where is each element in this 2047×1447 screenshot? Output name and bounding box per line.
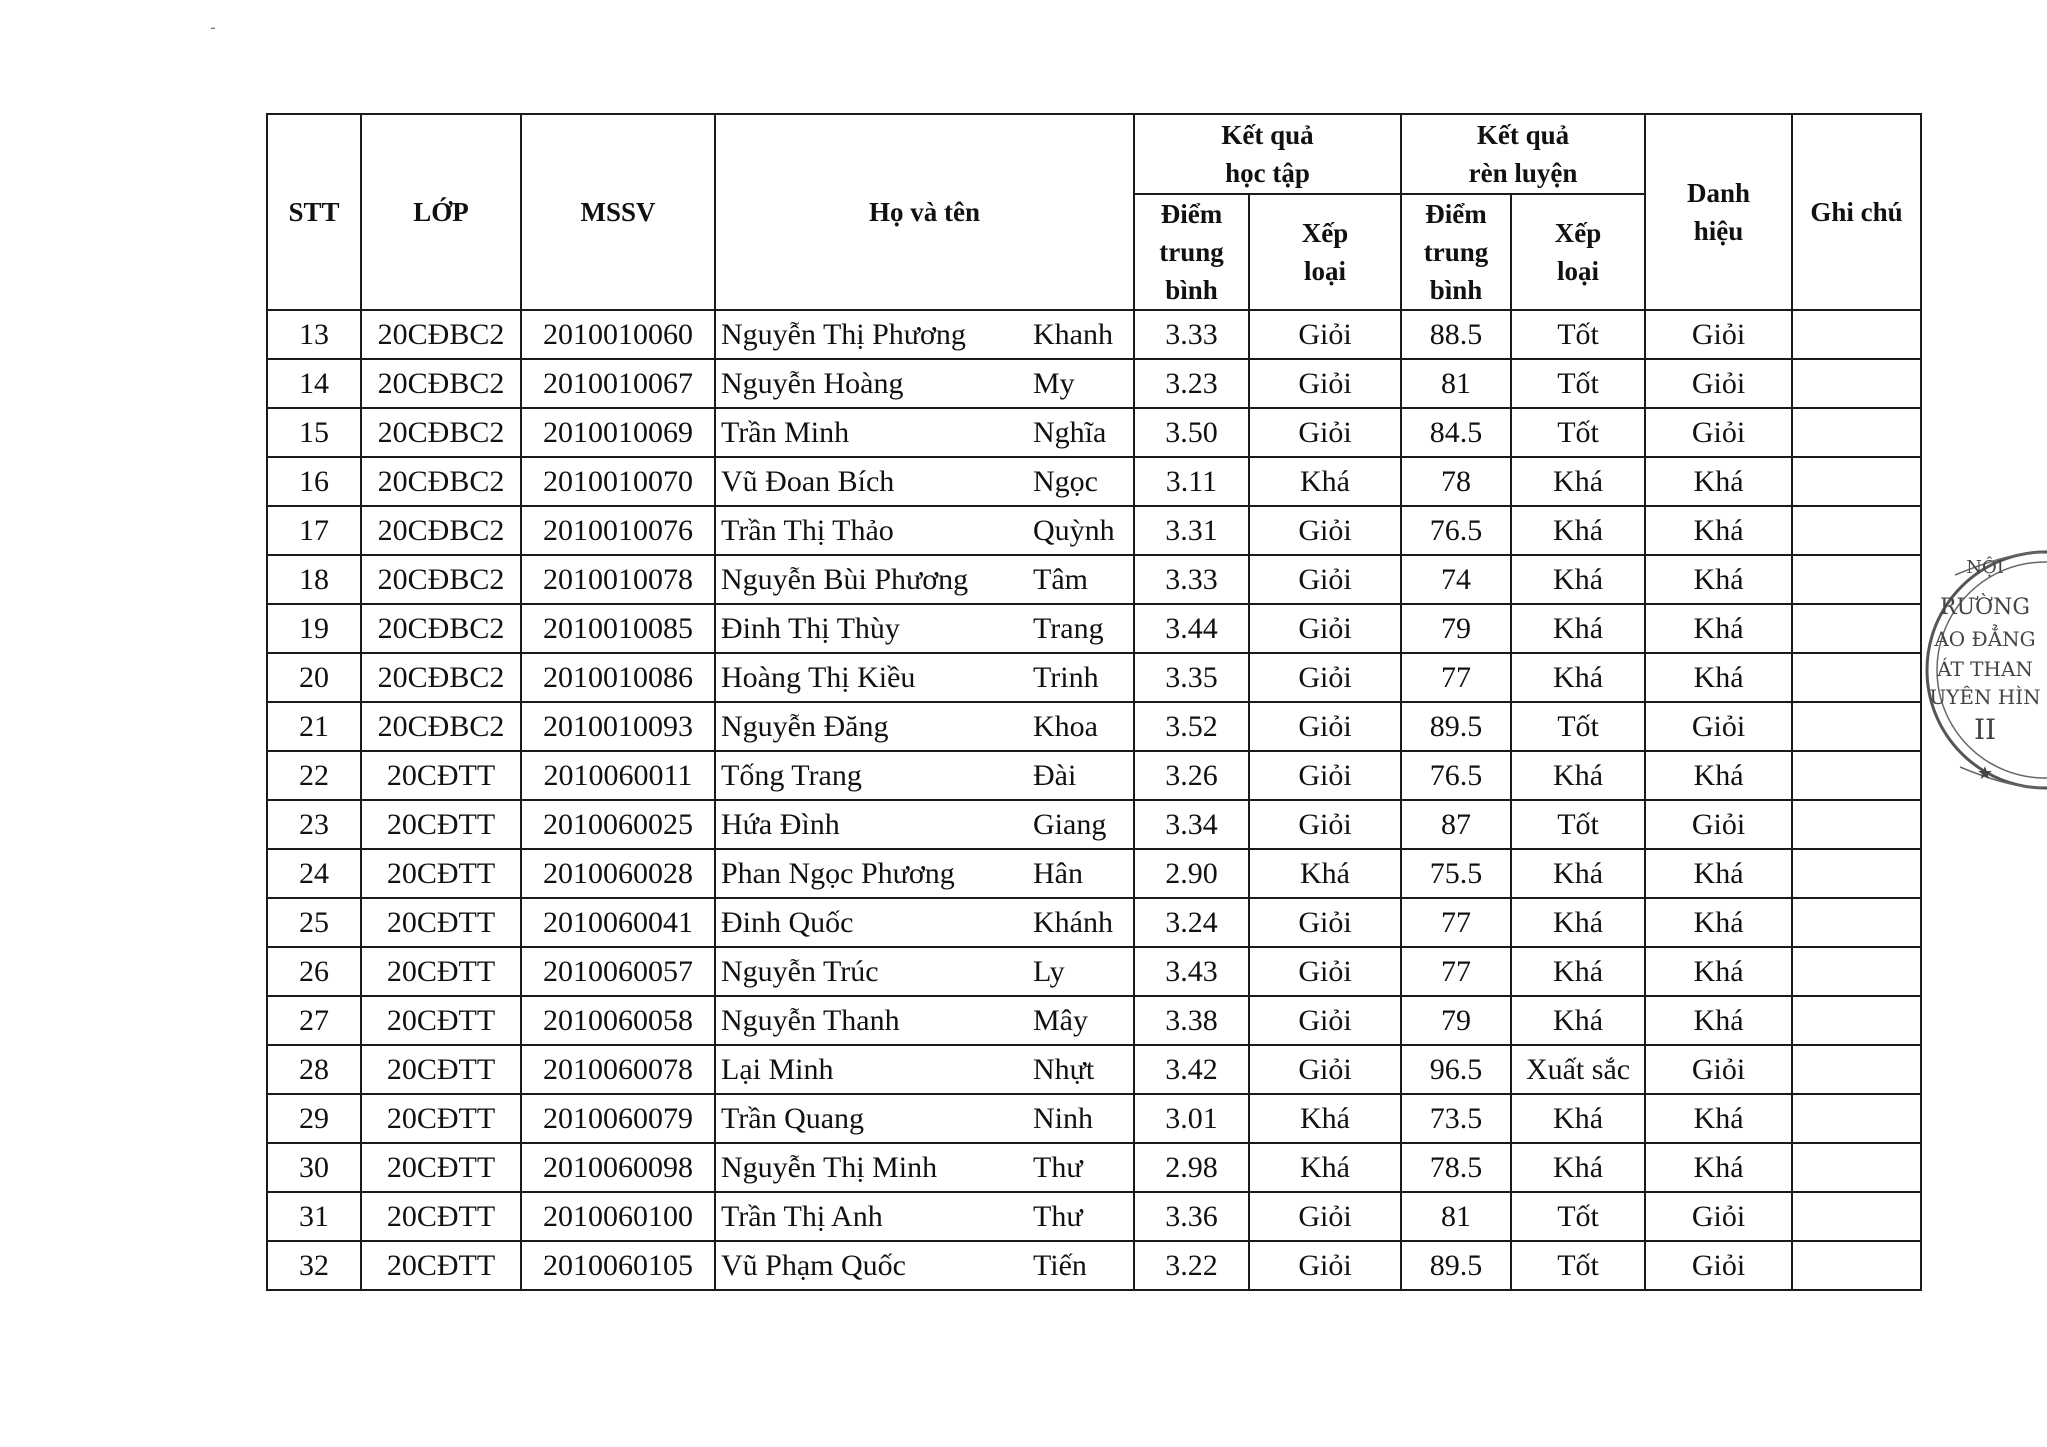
cell-danh-hieu: Khá [1645,1094,1792,1143]
cell-mssv: 2010060098 [521,1143,715,1192]
table-row [267,1192,1921,1241]
cell-ho-ten [715,947,1134,996]
surname-middle-name: Tống Trang [721,758,862,792]
cell-danh-hieu: Khá [1645,555,1792,604]
cell-diem-ren-luyen: 84.5 [1401,408,1511,457]
cell-mssv: 2010060105 [521,1241,715,1290]
table-row [267,800,1921,849]
header-xep-loai-ren-luyen: Xếp loại [1511,194,1645,310]
cell-xep-loai-ren-luyen: Khá [1511,555,1645,604]
surname-middle-name: Vũ Đoan Bích [721,464,895,498]
cell-danh-hieu: Khá [1645,457,1792,506]
cell-xep-loai-ren-luyen: Tốt [1511,310,1645,359]
surname-middle-name: Hứa Đình [721,807,840,841]
cell-xep-loai-ren-luyen: Tốt [1511,702,1645,751]
cell-mssv: 2010010078 [521,555,715,604]
cell-xep-loai-hoc-tap: Giỏi [1249,1192,1401,1241]
cell-ghi-chu [1792,702,1921,751]
seal-text-line: II [1973,713,1997,746]
cell-danh-hieu: Khá [1645,996,1792,1045]
cell-diem-ren-luyen: 96.5 [1401,1045,1511,1094]
cell-diem-tb-hoc-tap: 2.98 [1134,1143,1249,1192]
given-name: Nhựt [1033,1052,1095,1086]
cell-ho-ten [715,849,1134,898]
cell-xep-loai-ren-luyen: Tốt [1511,359,1645,408]
cell-diem-tb-hoc-tap: 3.38 [1134,996,1249,1045]
cell-lop: 20CĐTT [361,1094,521,1143]
cell-lop: 20CĐTT [361,1192,521,1241]
header-stt: STT [267,114,361,310]
cell-diem-ren-luyen: 77 [1401,898,1511,947]
cell-diem-ren-luyen: 78 [1401,457,1511,506]
cell-ghi-chu [1792,849,1921,898]
cell-ho-ten [715,506,1134,555]
cell-lop: 20CĐTT [361,1241,521,1290]
surname-middle-name: Nguyễn Bùi Phương [721,562,969,596]
header-xep-loai-hoc-tap: Xếp loại [1249,194,1401,310]
cell-xep-loai-hoc-tap: Giỏi [1249,408,1401,457]
table-row [267,310,1921,359]
given-name: Ly [1033,954,1065,988]
cell-diem-ren-luyen: 73.5 [1401,1094,1511,1143]
cell-diem-tb-hoc-tap: 3.52 [1134,702,1249,751]
given-name: My [1033,366,1075,400]
surname-middle-name: Trần Minh [721,415,850,449]
cell-stt: 16 [267,457,361,506]
cell-xep-loai-ren-luyen: Khá [1511,506,1645,555]
cell-ho-ten [715,898,1134,947]
cell-xep-loai-hoc-tap: Khá [1249,849,1401,898]
cell-ghi-chu [1792,506,1921,555]
cell-xep-loai-ren-luyen: Khá [1511,1094,1645,1143]
table-row [267,604,1921,653]
cell-ho-ten [715,1192,1134,1241]
cell-ghi-chu [1792,457,1921,506]
cell-lop: 20CĐTT [361,751,521,800]
cell-diem-tb-hoc-tap: 3.35 [1134,653,1249,702]
cell-xep-loai-ren-luyen: Tốt [1511,1192,1645,1241]
cell-stt: 30 [267,1143,361,1192]
cell-xep-loai-ren-luyen: Khá [1511,457,1645,506]
cell-xep-loai-ren-luyen: Khá [1511,653,1645,702]
cell-diem-tb-hoc-tap: 3.11 [1134,457,1249,506]
cell-mssv: 2010060058 [521,996,715,1045]
cell-diem-ren-luyen: 88.5 [1401,310,1511,359]
cell-diem-tb-hoc-tap: 3.26 [1134,751,1249,800]
cell-ho-ten [715,408,1134,457]
given-name: Ngọc [1033,464,1098,498]
cell-lop: 20CĐTT [361,800,521,849]
cell-diem-ren-luyen: 77 [1401,947,1511,996]
cell-danh-hieu: Khá [1645,604,1792,653]
seal-text-line: UYÊN HÌN [1929,685,2041,709]
cell-danh-hieu: Giỏi [1645,702,1792,751]
student-results-table [266,113,1922,1291]
cell-ho-ten [715,996,1134,1045]
cell-danh-hieu: Khá [1645,653,1792,702]
cell-diem-tb-hoc-tap: 3.31 [1134,506,1249,555]
cell-diem-tb-hoc-tap: 3.33 [1134,555,1249,604]
given-name: Khánh [1033,905,1113,939]
cell-mssv: 2010010070 [521,457,715,506]
cell-danh-hieu: Khá [1645,898,1792,947]
cell-lop: 20CĐTT [361,996,521,1045]
cell-stt: 14 [267,359,361,408]
cell-ghi-chu [1792,1241,1921,1290]
cell-xep-loai-ren-luyen: Khá [1511,849,1645,898]
surname-middle-name: Nguyễn Đăng [721,709,889,743]
surname-middle-name: Nguyễn Thanh [721,1003,900,1037]
header-ho-ten: Họ và tên [715,114,1134,310]
table-row [267,947,1921,996]
surname-middle-name: Nguyễn Thị Phương [721,317,966,351]
cell-ghi-chu [1792,1045,1921,1094]
cell-mssv: 2010060078 [521,1045,715,1094]
cell-xep-loai-hoc-tap: Khá [1249,457,1401,506]
cell-mssv: 2010010086 [521,653,715,702]
cell-ghi-chu [1792,555,1921,604]
surname-middle-name: Trần Thị Anh [721,1199,883,1233]
cell-danh-hieu: Khá [1645,849,1792,898]
cell-ho-ten [715,702,1134,751]
cell-ghi-chu [1792,1192,1921,1241]
cell-diem-ren-luyen: 87 [1401,800,1511,849]
cell-ho-ten [715,310,1134,359]
cell-xep-loai-hoc-tap: Giỏi [1249,310,1401,359]
cell-xep-loai-hoc-tap: Giỏi [1249,604,1401,653]
cell-stt: 29 [267,1094,361,1143]
header-ghi-chu: Ghi chú [1792,114,1921,310]
table-row [267,1143,1921,1192]
cell-lop: 20CĐTT [361,947,521,996]
cell-xep-loai-hoc-tap: Giỏi [1249,751,1401,800]
given-name: Nghĩa [1033,415,1107,449]
given-name: Hân [1033,856,1083,890]
cell-stt: 22 [267,751,361,800]
cell-diem-tb-hoc-tap: 3.23 [1134,359,1249,408]
table-row [267,359,1921,408]
cell-mssv: 2010010076 [521,506,715,555]
cell-mssv: 2010060100 [521,1192,715,1241]
cell-lop: 20CĐTT [361,898,521,947]
header-diem-tb-hoc-tap: Điểm trung bình [1134,194,1249,310]
table-body [267,310,1921,1290]
surname-middle-name: Đinh Thị Thùy [721,611,900,645]
cell-danh-hieu: Khá [1645,1143,1792,1192]
cell-danh-hieu: Giỏi [1645,1192,1792,1241]
given-name: Trinh [1033,660,1099,694]
cell-danh-hieu: Giỏi [1645,408,1792,457]
header-mssv: MSSV [521,114,715,310]
given-name: Tiến [1033,1248,1087,1282]
cell-mssv: 2010010085 [521,604,715,653]
cell-ho-ten [715,359,1134,408]
cell-ho-ten [715,1241,1134,1290]
header-diem-tb-ren-luyen: Điểm trung bình [1401,194,1511,310]
cell-xep-loai-hoc-tap: Giỏi [1249,1241,1401,1290]
table-row [267,1094,1921,1143]
cell-diem-ren-luyen: 76.5 [1401,751,1511,800]
seal-star-icon: ★ [1976,763,1994,784]
cell-ghi-chu [1792,604,1921,653]
cell-xep-loai-ren-luyen: Tốt [1511,408,1645,457]
cell-lop: 20CĐBC2 [361,408,521,457]
cell-xep-loai-ren-luyen: Tốt [1511,1241,1645,1290]
cell-lop: 20CĐBC2 [361,604,521,653]
cell-diem-ren-luyen: 76.5 [1401,506,1511,555]
cell-ghi-chu [1792,310,1921,359]
cell-lop: 20CĐTT [361,1045,521,1094]
cell-ghi-chu [1792,653,1921,702]
given-name: Giang [1033,807,1107,841]
cell-danh-hieu: Giỏi [1645,1241,1792,1290]
cell-stt: 27 [267,996,361,1045]
cell-xep-loai-ren-luyen: Khá [1511,751,1645,800]
cell-diem-ren-luyen: 75.5 [1401,849,1511,898]
cell-ho-ten [715,1094,1134,1143]
cell-xep-loai-ren-luyen: Khá [1511,947,1645,996]
table-row [267,849,1921,898]
given-name: Trang [1033,611,1104,645]
cell-ghi-chu [1792,800,1921,849]
cell-stt: 13 [267,310,361,359]
cell-danh-hieu: Khá [1645,947,1792,996]
cell-danh-hieu: Giỏi [1645,310,1792,359]
table-header [267,114,1921,310]
header-lop: LỚP [361,114,521,310]
cell-xep-loai-hoc-tap: Giỏi [1249,898,1401,947]
cell-ho-ten [715,457,1134,506]
surname-middle-name: Phan Ngọc Phương [721,856,955,890]
cell-ho-ten [715,1045,1134,1094]
cell-diem-tb-hoc-tap: 2.90 [1134,849,1249,898]
cell-lop: 20CĐBC2 [361,506,521,555]
given-name: Đài [1033,758,1077,792]
cell-ghi-chu [1792,1094,1921,1143]
cell-diem-tb-hoc-tap: 3.34 [1134,800,1249,849]
cell-mssv: 2010010093 [521,702,715,751]
cell-xep-loai-hoc-tap: Khá [1249,1143,1401,1192]
cell-diem-ren-luyen: 89.5 [1401,1241,1511,1290]
surname-middle-name: Đinh Quốc [721,905,854,939]
cell-diem-ren-luyen: 74 [1401,555,1511,604]
cell-mssv: 2010010060 [521,310,715,359]
cell-diem-ren-luyen: 89.5 [1401,702,1511,751]
cell-ho-ten [715,653,1134,702]
surname-middle-name: Vũ Phạm Quốc [721,1248,906,1282]
given-name: Mây [1033,1003,1088,1037]
header-ket-qua-ren-luyen: Kết quả rèn luyện [1401,114,1645,194]
seal-text-line: ÁT THAN [1937,657,2033,681]
cell-stt: 25 [267,898,361,947]
table-row [267,1045,1921,1094]
cell-ghi-chu [1792,947,1921,996]
cell-xep-loai-hoc-tap: Giỏi [1249,1045,1401,1094]
table-row [267,898,1921,947]
cell-danh-hieu: Khá [1645,751,1792,800]
cell-lop: 20CĐTT [361,1143,521,1192]
given-name: Quỳnh [1033,513,1115,547]
cell-diem-ren-luyen: 81 [1401,1192,1511,1241]
cell-diem-tb-hoc-tap: 3.50 [1134,408,1249,457]
cell-ghi-chu [1792,408,1921,457]
cell-diem-ren-luyen: 79 [1401,604,1511,653]
cell-xep-loai-hoc-tap: Giỏi [1249,359,1401,408]
cell-ghi-chu [1792,996,1921,1045]
cell-ho-ten [715,751,1134,800]
cell-lop: 20CĐBC2 [361,653,521,702]
cell-stt: 20 [267,653,361,702]
cell-danh-hieu: Giỏi [1645,800,1792,849]
cell-diem-tb-hoc-tap: 3.24 [1134,898,1249,947]
cell-ho-ten [715,555,1134,604]
surname-middle-name: Nguyễn Trúc [721,954,879,988]
cell-lop: 20CĐBC2 [361,457,521,506]
seal-text-line: RƯỜNG [1940,595,2030,620]
cell-xep-loai-hoc-tap: Giỏi [1249,702,1401,751]
cell-danh-hieu: Giỏi [1645,359,1792,408]
seal-text-line: AO ĐẲNG [1934,627,2036,651]
cell-danh-hieu: Khá [1645,506,1792,555]
cell-mssv: 2010060025 [521,800,715,849]
cell-mssv: 2010060011 [521,751,715,800]
cell-ghi-chu [1792,359,1921,408]
cell-lop: 20CĐBC2 [361,310,521,359]
cell-lop: 20CĐBC2 [361,555,521,604]
cell-diem-tb-hoc-tap: 3.42 [1134,1045,1249,1094]
table-row [267,408,1921,457]
cell-xep-loai-hoc-tap: Giỏi [1249,555,1401,604]
cell-diem-ren-luyen: 78.5 [1401,1143,1511,1192]
cell-lop: 20CĐTT [361,849,521,898]
table-row [267,457,1921,506]
cell-stt: 19 [267,604,361,653]
cell-stt: 28 [267,1045,361,1094]
cell-danh-hieu: Giỏi [1645,1045,1792,1094]
table-row [267,751,1921,800]
table-row [267,1241,1921,1290]
cell-diem-tb-hoc-tap: 3.44 [1134,604,1249,653]
cell-mssv: 2010010069 [521,408,715,457]
cell-xep-loai-hoc-tap: Khá [1249,1094,1401,1143]
cell-stt: 23 [267,800,361,849]
cell-ho-ten [715,800,1134,849]
cell-ghi-chu [1792,1143,1921,1192]
cell-mssv: 2010060079 [521,1094,715,1143]
scan-mark: - [210,18,216,37]
given-name: Khoa [1033,709,1098,743]
cell-ho-ten [715,604,1134,653]
surname-middle-name: Nguyễn Hoàng [721,366,904,400]
cell-xep-loai-ren-luyen: Xuất sắc [1511,1045,1645,1094]
given-name: Ninh [1033,1101,1093,1135]
cell-stt: 15 [267,408,361,457]
cell-stt: 32 [267,1241,361,1290]
cell-lop: 20CĐBC2 [361,359,521,408]
table-row [267,506,1921,555]
cell-ghi-chu [1792,751,1921,800]
cell-diem-tb-hoc-tap: 3.36 [1134,1192,1249,1241]
cell-mssv: 2010060028 [521,849,715,898]
surname-middle-name: Lại Minh [721,1052,834,1086]
cell-xep-loai-hoc-tap: Giỏi [1249,653,1401,702]
surname-middle-name: Trần Thị Thảo [721,513,894,547]
cell-xep-loai-ren-luyen: Khá [1511,604,1645,653]
header-danh-hieu: Danh hiệu [1645,114,1792,310]
cell-mssv: 2010060041 [521,898,715,947]
table-row [267,555,1921,604]
cell-diem-ren-luyen: 79 [1401,996,1511,1045]
given-name: Khanh [1033,317,1113,351]
surname-middle-name: Hoàng Thị Kiều [721,660,916,694]
cell-diem-tb-hoc-tap: 3.22 [1134,1241,1249,1290]
cell-diem-tb-hoc-tap: 3.43 [1134,947,1249,996]
surname-middle-name: Nguyễn Thị Minh [721,1150,938,1184]
given-name: Thư [1033,1150,1083,1184]
cell-xep-loai-hoc-tap: Giỏi [1249,506,1401,555]
cell-mssv: 2010060057 [521,947,715,996]
cell-xep-loai-ren-luyen: Khá [1511,898,1645,947]
cell-diem-ren-luyen: 77 [1401,653,1511,702]
cell-diem-ren-luyen: 81 [1401,359,1511,408]
cell-xep-loai-hoc-tap: Giỏi [1249,996,1401,1045]
cell-stt: 26 [267,947,361,996]
given-name: Tâm [1033,562,1088,596]
cell-mssv: 2010010067 [521,359,715,408]
cell-ghi-chu [1792,898,1921,947]
cell-stt: 21 [267,702,361,751]
cell-lop: 20CĐBC2 [361,702,521,751]
given-name: Thư [1033,1199,1083,1233]
surname-middle-name: Trần Quang [721,1101,865,1135]
table-row [267,996,1921,1045]
seal-text-line: NỘI [1966,557,2004,578]
table-row [267,653,1921,702]
cell-stt: 24 [267,849,361,898]
cell-stt: 31 [267,1192,361,1241]
cell-xep-loai-ren-luyen: Khá [1511,996,1645,1045]
cell-xep-loai-ren-luyen: Khá [1511,1143,1645,1192]
cell-diem-tb-hoc-tap: 3.33 [1134,310,1249,359]
cell-stt: 17 [267,506,361,555]
cell-xep-loai-hoc-tap: Giỏi [1249,800,1401,849]
header-ket-qua-hoc-tap: Kết quả học tập [1134,114,1401,194]
cell-ho-ten [715,1143,1134,1192]
cell-xep-loai-hoc-tap: Giỏi [1249,947,1401,996]
cell-diem-tb-hoc-tap: 3.01 [1134,1094,1249,1143]
table-row [267,702,1921,751]
official-seal [1915,545,2047,795]
cell-stt: 18 [267,555,361,604]
cell-xep-loai-ren-luyen: Tốt [1511,800,1645,849]
